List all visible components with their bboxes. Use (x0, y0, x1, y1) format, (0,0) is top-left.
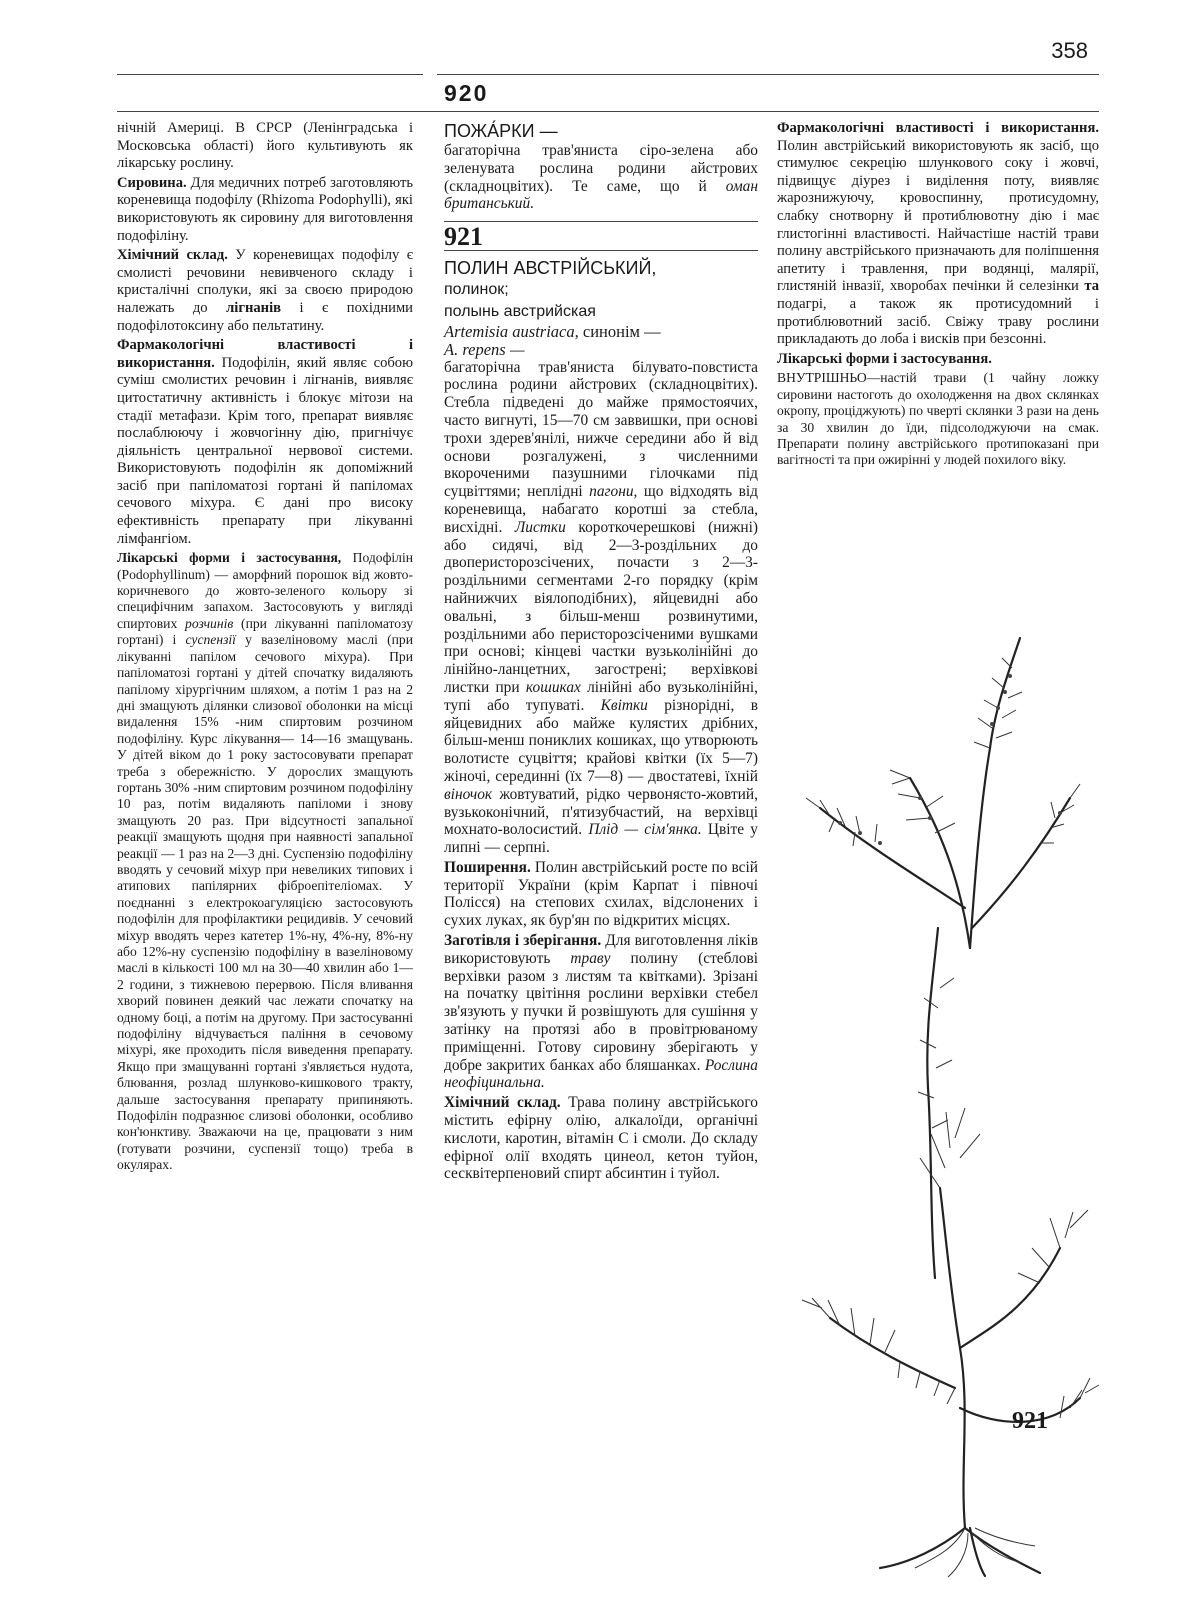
plant-illustration-icon (760, 628, 1100, 1578)
section-heading: Заготівля і зберігання. (444, 932, 602, 950)
paragraph-distribution (444, 859, 758, 930)
top-rule-left (117, 74, 423, 75)
paragraph-chemistry-921 (444, 1094, 758, 1183)
paragraph-text: багаторічна трав'яниста білувато-повстиста рослина родини айстрових (складноцвітих). Стебла підведені до майже прямостоячих, часто вигнуті, 15—70 см заввишки, при основі трохи здерев'янілі, нижче середини або й від основи розгалужені, з численними вкороченими пазушними гілочками під суцвіттями; неплідні (444, 358, 758, 501)
paragraph-dosage (117, 550, 413, 1173)
italic-term: Рослина неофіцинальна. (444, 1056, 758, 1092)
top-rule-right (437, 74, 1099, 75)
divider (444, 250, 758, 251)
page-number: 358 (1051, 38, 1088, 63)
paragraph-text: у вазеліновому маслі (при лікуванні папілом сечового міхура). При папіломатозі гортані у дітей спочатку видаляють папілому хірургічним шляхом, а потім 1 раз на 2 дні змащують ділянки слизової оболонки на місці видалення 15% -ним спиртовим розчином подофіліну. Курс лікування— 14—16 змащувань. У дітей віком до 1 року застосовувати препарат треба з обережністю. У дорослих змащують гортань 30% -ним спиртовим розчином подофіліну 10 раз, потім видаляють папіломи і знову змащують 20 раз. При відсутності запальної реакції змащують щодня при наявності запальної реакції — 1 раз на 2—3 дні. Суспензію подофіліну вводять у сечовий міхур при невеликих типових і атипових папілярних фіброепітеліомах. У поєднанні з електрокоагуляцією застосовують подофілін для профілактики рецидивів. У сечовий міхур вводять через катетер 1%-ну, 4%-ну, 8%-ну або 12%-ну суспензію подофіліну в вазеліновому маслі в кількості 100 мл на 30—40 хвилин або 1—2 години, з тижневою перервою. Після вливання хворий повинен деякий час лежати спочатку на одному боці, а потім на другому. При застосуванні подофіліну відчувається паління в сечовому міхурі, яке проходить після виведення препарату. Якщо при змащуванні гортані з'являється нудота, блювання, розлад шлунково-кишкового тракту, дальше застосування препарату припиняють. Подофілін подразнює слизові оболонки, особливо кон'юнктиву. Зважаючи на це, працювати з ним (готувати розчини, суспензії тощо) треба в окулярах. (117, 632, 413, 1173)
entry-number-920: 920 (444, 80, 489, 106)
section-heading-forms (777, 351, 1099, 369)
paragraph-text: Трава полину австрійського містить ефірну олію, алкалоїди, органічні кислоти, каротин, вітамін С і смоли. До складу ефірної олії входять цинеол, кетон туйон, сесквітерпеновий спирт абсинтин і туйол. (444, 1094, 758, 1183)
paragraph-harvest (444, 932, 758, 1092)
foliage-upper (806, 658, 1080, 846)
section-heading: Хімічний склад. (444, 1094, 561, 1112)
synonym-line (444, 341, 758, 359)
entry-920-text (444, 142, 758, 213)
latin-name: Artemisia austriaca, (444, 321, 579, 341)
column-left (117, 120, 413, 1176)
italic-term: Квітки (600, 696, 648, 714)
latin-name-line (444, 323, 758, 341)
figure-label: 921 (1012, 1408, 1048, 1434)
italic-term: кошиках (525, 678, 581, 696)
paragraph-text: Для медичних потреб заготовляють кореневища подофілу (Rhizoma Podophylli), які використовують як сировину для виготовлення подофіліну. (117, 174, 413, 244)
paragraph-text: жовтуватий, рідко червонясто-жовтий, вузькоконічний, п'ятизубчастий, на верхівці мохнато-волосистий. (444, 785, 758, 839)
section-heading: Лікарські форми і застосування. (777, 350, 992, 367)
paragraph-text: що відходять від кореневища, набагато коротші за стебла, висхідні. (444, 483, 758, 536)
russian-name: полынь австрийская (444, 302, 596, 320)
paragraph-forms: ВНУТРІШНЬО—настій трави (1 чайну ложку сировини настоготь до охолодження на двох склянках окропу, проціджують) по чверті склянки 3 рази на день за 30 хвилин до їди, підсолоджуючи на смак. Препарати полину австрійського протипоказані при вагітності та при ожирінні у людей похилого віку. (777, 370, 1099, 468)
bold-term: лігнанів (226, 299, 282, 316)
italic-term: Листки (514, 518, 566, 536)
paragraph-chemistry (117, 247, 413, 335)
paragraph-text: короткочерешкові (нижні) або сидячі, від 2—3-роздільних до двоперисторозсічених, почасти з 2—3-роздільними сегментами 2-го порядку (крім найнижчих віялоподібних), яйцевидні або овальні, з більш-менш розвинутими, роздільними або перисторозсіченими вушками при основі; кінцеві частки вузьколінійні до лінійно-ланцетних, загострені; верхівкові листки при (444, 518, 758, 696)
italic-term: пагони, (589, 483, 638, 501)
section-heading: Фармакологічні властивості і використання. (117, 337, 413, 371)
alt-name: полинок; (444, 280, 509, 298)
paragraph-text: полину (стеблові верхівки разом з листям та квітками). Зрізані на початку цвітіння рослини верхівки стебел зв'язують у пучки й розвішують для сушіння у затінку на протязі або в провітрюваному приміщенні. Готову сировину зберігають у добре закритих банках або бляшанках. (444, 949, 758, 1074)
paragraph-description (444, 359, 758, 857)
column-right (777, 120, 1099, 471)
paragraph-text: Полин австрійський росте по всій території України (крім Карпат і півночі Полісся) на степових схилах, відслонених і сухих луках, як бур'ян по відкритих місцях. (444, 858, 758, 930)
paragraph-text: Подофілін (Podophyllinum) — аморфний порошок від жовто-коричневого до жовто-зеленого кольору зі специфічним запахом. Застосовують у вигляді спиртових (117, 550, 413, 631)
italic-term: траву (570, 949, 611, 967)
paragraph-text: (при лікуванні папіломатозу гортані) і (117, 615, 413, 648)
paragraph-text: Полин австрійський використовують як засіб, що стимулює секрецію шлункового соку і жовчі, підвищує діурез і виділення поту, виявляє жарознижуючу, кровоспинну, протисудомну, слабку снотворну й протиблювотну дію і має глистогінні властивості. Найчастіше настій трави полину австрійського призначають для поліпшення апетиту і травлення, при водянці, малярії, глистяній інвазії, хворобах печінки й селезінки (777, 137, 1099, 295)
paragraph-text: лінійні або вузьколінійні, тупі або тупуваті. (444, 678, 759, 714)
section-heading: Лікарські форми і застосування, (117, 550, 342, 566)
entry-title-920: ПОЖА́РКИ — (444, 121, 558, 141)
italic-term: розчинів (185, 615, 234, 631)
paragraph-text: різнорідні, в яйцевидних або майже кулястих дрібних, більш-менш пониклих кошиках, що утворюють волотисте суцвіття; крайові квітки (їх 5—7) жіночі, серединні (їх 7—8) — двостатеві, їхній (444, 696, 758, 785)
column-middle (444, 120, 758, 1185)
cross-reference: оман британський. (444, 177, 758, 213)
bold-term: та (1084, 278, 1099, 295)
paragraph-pharmacology-921 (777, 120, 1099, 349)
section-heading: Фармакологічні властивості і використання. (777, 120, 1099, 136)
italic-term: суспензії (185, 632, 236, 648)
paragraph-habitat: нічній Америці. В СРСР (Ленінградська і Московська області) його культивують як лікарську рослину. (117, 120, 413, 172)
paragraph-text: У кореневищах подофілу є смолисті речовини невивченого складу і кристалічні сполуки, які за своєю природою належать до (117, 247, 413, 316)
paragraph-text: Для виготовлення ліків використовують (444, 932, 758, 967)
paragraph-text: Цвіте у липні — серпні. (444, 821, 759, 857)
section-heading: Сировина. (117, 174, 187, 191)
paragraph-text: багаторічна трав'яниста сіро-зелена або зеленувата рослина родини айстрових (складноцвітих). Те саме, що й (444, 142, 758, 195)
paragraph-raw-material (117, 175, 413, 245)
header-rule-920 (117, 111, 1099, 112)
section-heading: Поширення. (444, 858, 531, 876)
paragraph-text: і є похідними подофілотоксину або пельтатину. (117, 299, 413, 334)
italic-term: Плід — сім'янка. (588, 821, 702, 839)
synonym: A. repens — (444, 339, 525, 359)
flower-clusters (838, 674, 1062, 845)
section-heading: Хімічний склад. (117, 247, 228, 264)
divider (444, 221, 758, 222)
italic-term: віночок (444, 785, 493, 803)
paragraph-text: подагрі, а також як протисудомний і протиблювотний засіб. Свіжу траву рослини прикладають до лоба і висків при безсонні. (777, 295, 1099, 348)
synonym-label: синонім — (578, 321, 661, 341)
paragraph-text: Подофілін, який являє собою суміш смолистих речовин і лігнанів, виявляє цитостатичну активність і блокує мітози на стадії метафази. Крім того, препарат виявляє послаблюючу і жовчогінну дію, пригнічує діяльність центральної нервової системи. Використовують подофілін як допоміжний засіб при папіломатозі гортані й папіломах сечового міхура. Є дані про високу ефективність препарату при лікуванні лімфангіом. (117, 354, 413, 547)
entry-title-921: ПОЛИН АВСТРІЙСЬКИЙ, (444, 257, 657, 278)
entry-number-921: 921 (444, 222, 483, 252)
paragraph-pharmacology (117, 337, 413, 548)
